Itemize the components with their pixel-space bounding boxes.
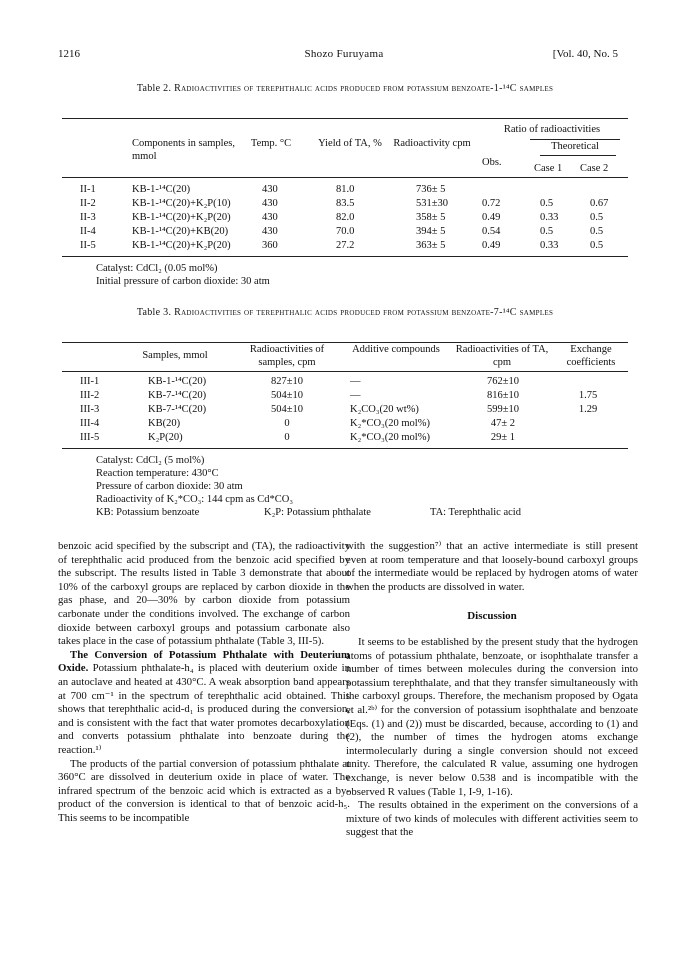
- body-paragraph: The products of the partial conversion of potassium phthalate at 360°C are dissolved in deuterium oxide in place of water. The infrared spectrum of the benzoic acid which is extracted as a by-product of the conversion is identical to that of benzoic acid-h₅. This seems to be incompatible: [58, 757, 350, 824]
- body-paragraph: [58, 649, 350, 758]
- row-obs: 0.49: [482, 212, 501, 223]
- row-components: KB-1-¹⁴C(20): [132, 184, 191, 195]
- row-additive: K₂*CO₃(20 mol%): [350, 432, 430, 443]
- row-radioactivity: 736± 5: [416, 184, 446, 195]
- table2-header-case2: Case 2: [580, 163, 609, 174]
- table3-header-samples: Samples, mmol: [142, 350, 208, 361]
- row-yield: 27.2: [336, 240, 355, 251]
- table3-header-radio-samples: Radioactivities of samples, cpm: [249, 344, 325, 368]
- row-radio-ta: 47± 2: [490, 418, 516, 429]
- table2-header-ratio: Ratio of radioactivities: [503, 124, 601, 135]
- row-sample: K₂P(20): [148, 432, 183, 443]
- row-case2: 0.5: [590, 226, 604, 237]
- row-additive: —: [350, 390, 361, 401]
- table2-top-rule: [62, 118, 628, 119]
- row-yield: 70.0: [336, 226, 355, 237]
- left-column: [58, 540, 350, 825]
- row-temp: 430: [262, 212, 278, 223]
- row-temp: 430: [262, 198, 278, 209]
- row-radio-ta: 29± 1: [490, 432, 516, 443]
- table2-case-brace: [540, 155, 616, 156]
- table3-header-rule: [62, 371, 628, 372]
- running-author: Shozo Furuyama: [304, 48, 384, 60]
- table2-header-components: Components in samples, mmol: [132, 138, 235, 162]
- table3-note: Reaction temperature: 430°C: [96, 468, 219, 479]
- row-radio-ta: 816±10: [486, 390, 519, 401]
- row-yield: 82.0: [336, 212, 355, 223]
- row-id: II-3: [80, 212, 96, 223]
- row-sample: KB-7-¹⁴C(20): [148, 404, 207, 415]
- row-radio-ta: 599±10: [486, 404, 519, 415]
- row-id: III-3: [80, 404, 100, 415]
- table2-note: Catalyst: CdCl₂ (0.05 mol%): [96, 263, 218, 274]
- table3-header-additive: Additive compounds: [352, 344, 440, 355]
- table2-caption-lead: Table 2.: [136, 83, 172, 94]
- right-column: [346, 540, 638, 840]
- row-radio-ta: 762±10: [486, 376, 519, 387]
- abbrev-k2p: K₂P: Potassium phthalate: [264, 507, 371, 518]
- row-case2: 0.5: [590, 212, 604, 223]
- table2-header-case1: Case 1: [534, 163, 563, 174]
- row-radio-samples: 504±10: [270, 404, 303, 415]
- body-paragraph: It seems to be established by the present study that the hydrogen atoms of potassium phthalate, benzoate, or isophthalate transfer a number of times between molecules during the conversion into potassium terephthalate, and that they transfer simultaneously with the carboxyl groups. Therefore, the mechanism proposed by Ogata et al.²ᵇ⁾ for the conversion of potassium isophthalate and benzoate (Eqs. (1) and (2)) must be discarded, because, according to (1) and (2), the number of times the hydrogen atoms exchange intermolecularly during a single conversion should not exceed unity. Therefore, the calculated R value, assuming one hydrogen exchange, is never below 0.538 and is incompatible with the observed R values (Table 1, I-9, 1-16).: [346, 635, 638, 798]
- table3-caption-text: Radioactivities of terephthalic acids produced from potassium benzoate-7-¹⁴C samples: [174, 307, 554, 318]
- volume-info: [Vol. 40, No. 5: [552, 48, 618, 60]
- table2-note: Initial pressure of carbon dioxide: 30 atm: [96, 276, 270, 287]
- row-case1: 0.5: [540, 226, 554, 237]
- row-components: KB-1-¹⁴C(20)+KB(20): [132, 226, 229, 237]
- row-additive: —: [350, 376, 361, 387]
- table2-header-temp: Temp. °C: [250, 138, 292, 149]
- row-radio-samples: 504±10: [270, 390, 303, 401]
- row-id: II-2: [80, 198, 96, 209]
- row-temp: 430: [262, 184, 278, 195]
- body-text: Potassium phthalate-h₄ is placed with deuterium oxide in an autoclave and heated at 430°C. A weak absorption band appears at 700 cm⁻¹ in the spectrum of terephthalic acid obtained. This shows that terephthalic acid-d₁ is produced during the conversion, and is consistent with the fact that water promotes decarboxylation and converts potassium phthalate into benzoate during the reaction.¹⁾: [58, 662, 350, 756]
- row-id: II-4: [80, 226, 96, 237]
- section-run-in-heading: The Conversion of Potassium Phthalate with Deuterium Oxide.: [58, 648, 350, 675]
- row-id: III-1: [80, 376, 100, 387]
- row-id: II-5: [80, 240, 96, 251]
- row-radioactivity: 363± 5: [416, 240, 446, 251]
- row-id: III-2: [80, 390, 100, 401]
- abbrev-ta: TA: Terephthalic acid: [430, 507, 521, 518]
- row-exchange: 1.75: [578, 390, 598, 401]
- row-id: III-5: [80, 432, 100, 443]
- row-case1: 0.33: [540, 240, 559, 251]
- row-id: II-1: [80, 184, 96, 195]
- row-id: III-4: [80, 418, 100, 429]
- row-yield: 83.5: [336, 198, 355, 209]
- row-temp: 360: [262, 240, 278, 251]
- table2-header-radioactivity: Radioactivity cpm: [393, 138, 471, 149]
- row-exchange: 1.29: [578, 404, 598, 415]
- body-paragraph: benzoic acid specified by the subscript and (TA), the radioactivity of terephthalic acid produced from the benzoic acid specified by the subscript. The results listed in Table 3 demonstrate that about 10% of the carboxyl groups are replaced by carbon dioxide in the gas phase, and 20—30% by carbon dioxide from potassium carbonate under the conditions involved. The exchange of carbon dioxide between carboxyl groups and potassium carbonate also takes place in the case of potassium phthalate (Table 3, III-5).: [58, 540, 350, 648]
- row-radioactivity: 394± 5: [416, 226, 446, 237]
- row-radioactivity: 358± 5: [416, 212, 446, 223]
- table2-caption: [60, 82, 630, 96]
- body-paragraph: with the suggestion⁷⁾ that an active intermediate is still present even at room temperature and that loosely-bound carboxyl groups of the intermediate would be replaced by hydrogen atoms of water when the products are dissolved in water.: [346, 540, 638, 593]
- row-case1: 0.5: [540, 198, 554, 209]
- table3-note: Radioactivity of K₂*CO₃: 144 cpm as Cd*CO₃: [96, 494, 294, 505]
- row-radio-samples: 0: [284, 418, 290, 429]
- table3-bottom-rule: [62, 448, 628, 449]
- table3-caption-lead: Table 3.: [136, 307, 172, 318]
- row-components: KB-1-¹⁴C(20)+K₂P(20): [132, 212, 231, 223]
- row-obs: 0.49: [482, 240, 501, 251]
- table3-note: Catalyst: CdCl₂ (5 mol%): [96, 455, 205, 466]
- row-additive: K₂CO₃(20 wt%): [350, 404, 419, 415]
- row-temp: 430: [262, 226, 278, 237]
- row-case2: 0.5: [590, 240, 604, 251]
- table3-header-exchange: Exchange coefficients: [566, 344, 616, 368]
- table2-header-theoretical: Theoretical: [551, 141, 599, 152]
- row-components: KB-1-¹⁴C(20)+K₂P(10): [132, 198, 231, 209]
- row-components: KB-1-¹⁴C(20)+K₂P(20): [132, 240, 231, 251]
- abbrev-kb: KB: Potassium benzoate: [96, 507, 200, 518]
- page-number: 1216: [58, 48, 80, 60]
- row-sample: KB(20): [148, 418, 181, 429]
- row-radio-samples: 0: [284, 432, 290, 443]
- row-obs: 0.54: [482, 226, 501, 237]
- table3-header-radio-ta: Radioactivities of TA, cpm: [455, 344, 549, 368]
- table3-note: Pressure of carbon dioxide: 30 atm: [96, 481, 243, 492]
- row-case1: 0.33: [540, 212, 559, 223]
- row-case2: 0.67: [590, 198, 609, 209]
- table2-bottom-rule: [62, 256, 628, 257]
- row-radioactivity: 531±30: [416, 198, 449, 209]
- table2-header-rule: [62, 177, 628, 178]
- table2-caption-text: Radioactivities of terephthalic acids produced from potassium benzoate-1-¹⁴C samples: [174, 83, 554, 94]
- table3-caption: [60, 306, 630, 320]
- body-paragraph: The results obtained in the experiment on the conversions of a mixture of two kinds of molecules with different activities seem to suggest that the: [346, 799, 638, 839]
- row-sample: KB-1-¹⁴C(20): [148, 376, 207, 387]
- row-radio-samples: 827±10: [270, 376, 303, 387]
- row-sample: KB-7-¹⁴C(20): [148, 390, 207, 401]
- section-heading-discussion: Discussion: [467, 610, 517, 623]
- row-additive: K₂*CO₃(20 mol%): [350, 418, 430, 429]
- table2-header-yield: Yield of TA, %: [318, 138, 382, 149]
- table2-header-obs: Obs.: [482, 157, 502, 168]
- row-obs: 0.72: [482, 198, 501, 209]
- row-yield: 81.0: [336, 184, 355, 195]
